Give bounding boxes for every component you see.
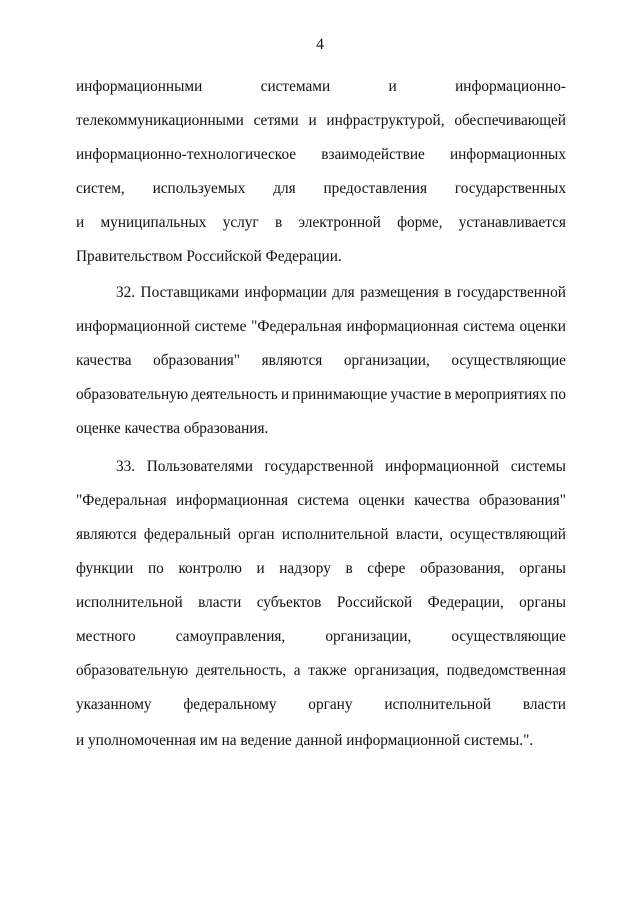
text-word: информационная: [176, 492, 288, 509]
text-word: самоуправления,: [175, 628, 286, 645]
text-word: образования,: [419, 560, 505, 577]
text-word: для: [273, 180, 296, 197]
text-word: осуществляющие: [451, 628, 566, 645]
text-word: информационная: [346, 318, 459, 335]
text-word: по: [147, 560, 164, 577]
text-word: оценки: [519, 318, 566, 335]
text-word: государственных: [454, 180, 566, 197]
text-word: телекоммуникационными: [76, 112, 244, 129]
text-word: Пользователями: [146, 458, 253, 475]
text-word: Поставщиками: [140, 284, 240, 301]
text-word: участие: [390, 386, 442, 403]
text-line: [76, 145, 566, 165]
text-word: являются: [261, 352, 323, 369]
text-word: "Федеральная: [251, 318, 342, 335]
text-word: образования": [153, 352, 241, 369]
text-word: органы: [519, 560, 566, 577]
text-word: размещения: [360, 284, 439, 301]
text-line: [116, 283, 566, 303]
text-word: используемых: [152, 180, 246, 197]
text-word: надзору: [279, 560, 331, 577]
text-word: исполнительной: [281, 526, 389, 543]
text-word: информационно-: [455, 78, 566, 95]
text-word: для: [332, 284, 355, 301]
page-number: 4: [316, 36, 324, 53]
text-word: мероприятиях: [454, 386, 547, 403]
text-word: система: [463, 318, 515, 335]
text-line: [76, 213, 566, 233]
text-word: Федерации,: [427, 594, 504, 611]
text-word: деятельность: [191, 386, 278, 403]
text-word: Российской: [336, 594, 413, 611]
text-word: являются: [76, 526, 137, 543]
text-word: образовательную: [76, 386, 189, 403]
text-word: орган: [238, 526, 275, 543]
text-word: деятельность,: [195, 662, 287, 679]
text-word: предоставления: [323, 180, 428, 197]
text-word: устанавливается: [458, 214, 566, 231]
text-word: систем,: [76, 180, 125, 197]
text-word: качества: [76, 352, 132, 369]
text-line: [76, 559, 566, 579]
text-word: федеральному: [183, 696, 277, 713]
text-word: в: [274, 214, 283, 231]
text-word: системе: [194, 318, 247, 335]
text-word: услуг: [222, 214, 259, 231]
text-line: [76, 419, 566, 439]
text-line: [76, 247, 566, 267]
text-line: [76, 179, 566, 199]
text-word: системами: [260, 78, 331, 95]
text-word: оценке качества образования.: [76, 420, 269, 437]
text-word: также: [308, 662, 347, 679]
text-word: образования": [479, 492, 566, 509]
text-line: [76, 661, 566, 681]
text-word: форме,: [397, 214, 443, 231]
text-word: и: [76, 214, 85, 231]
text-word: и: [280, 386, 290, 403]
text-line: [76, 593, 566, 613]
text-word: 33.: [116, 458, 136, 475]
text-word: власти: [522, 696, 566, 713]
text-word: качества: [414, 492, 470, 509]
text-word: принимающие: [292, 386, 388, 403]
text-word: государственной: [264, 458, 374, 475]
text-word: взаимодействие: [321, 146, 425, 163]
text-line: [76, 695, 566, 715]
text-line: [76, 385, 566, 405]
text-word: "Федеральная: [76, 492, 167, 509]
text-word: а: [293, 662, 301, 679]
text-line: [116, 457, 566, 477]
text-word: Правительством Российской Федерации.: [76, 248, 342, 265]
text-word: система: [297, 492, 349, 509]
text-word: организации,: [325, 628, 412, 645]
text-line: [76, 491, 566, 511]
text-word: в: [444, 284, 452, 301]
text-word: осуществляющий: [450, 526, 566, 543]
text-word: органу: [308, 696, 353, 713]
text-word: системы: [510, 458, 566, 475]
text-word: сетями: [253, 112, 299, 129]
text-line: [76, 525, 566, 545]
text-line: [76, 731, 566, 751]
text-word: оценки: [358, 492, 405, 509]
text-word: осуществляющие: [451, 352, 566, 369]
text-line: [76, 351, 566, 371]
text-word: субъектов: [256, 594, 322, 611]
text-word: информационной: [76, 318, 190, 335]
text-word: в: [345, 560, 353, 577]
text-word: местного: [76, 628, 136, 645]
text-word: власти: [198, 594, 242, 611]
text-word: организации,: [343, 352, 430, 369]
text-word: 32.: [116, 284, 136, 301]
text-word: подведомственная: [446, 662, 566, 679]
text-line: [76, 77, 566, 97]
text-word: организация,: [354, 662, 439, 679]
text-word: информационных: [449, 146, 566, 163]
text-word: функции: [76, 560, 134, 577]
text-word: инфраструктурой,: [326, 112, 445, 129]
text-word: образовательную: [76, 662, 189, 679]
text-word: сфере: [367, 560, 406, 577]
text-word: федеральный: [143, 526, 231, 543]
text-word: информации: [244, 284, 327, 301]
text-word: указанному: [76, 696, 152, 713]
text-word: исполнительной: [76, 594, 183, 611]
text-word: и: [308, 112, 317, 129]
text-line: [76, 627, 566, 647]
text-word: и: [256, 560, 265, 577]
text-word: власти,: [395, 526, 443, 543]
text-line: [76, 317, 566, 337]
text-word: муниципальных: [100, 214, 207, 231]
text-line: [76, 111, 566, 131]
text-word: по: [550, 386, 566, 403]
text-word: электронной: [298, 214, 381, 231]
text-word: органы: [519, 594, 566, 611]
text-word: исполнительной: [384, 696, 492, 713]
text-word: информационными: [76, 78, 203, 95]
text-word: информационно-технологическое: [76, 146, 297, 163]
text-word: информационной: [385, 458, 500, 475]
text-word: в: [444, 386, 452, 403]
text-word: контролю: [178, 560, 242, 577]
text-word: и: [388, 78, 397, 95]
text-word: обеспечивающей: [454, 112, 566, 129]
text-word: государственной: [456, 284, 566, 301]
text-word: и уполномоченная им на ведение данной информационной системы.".: [76, 732, 534, 749]
